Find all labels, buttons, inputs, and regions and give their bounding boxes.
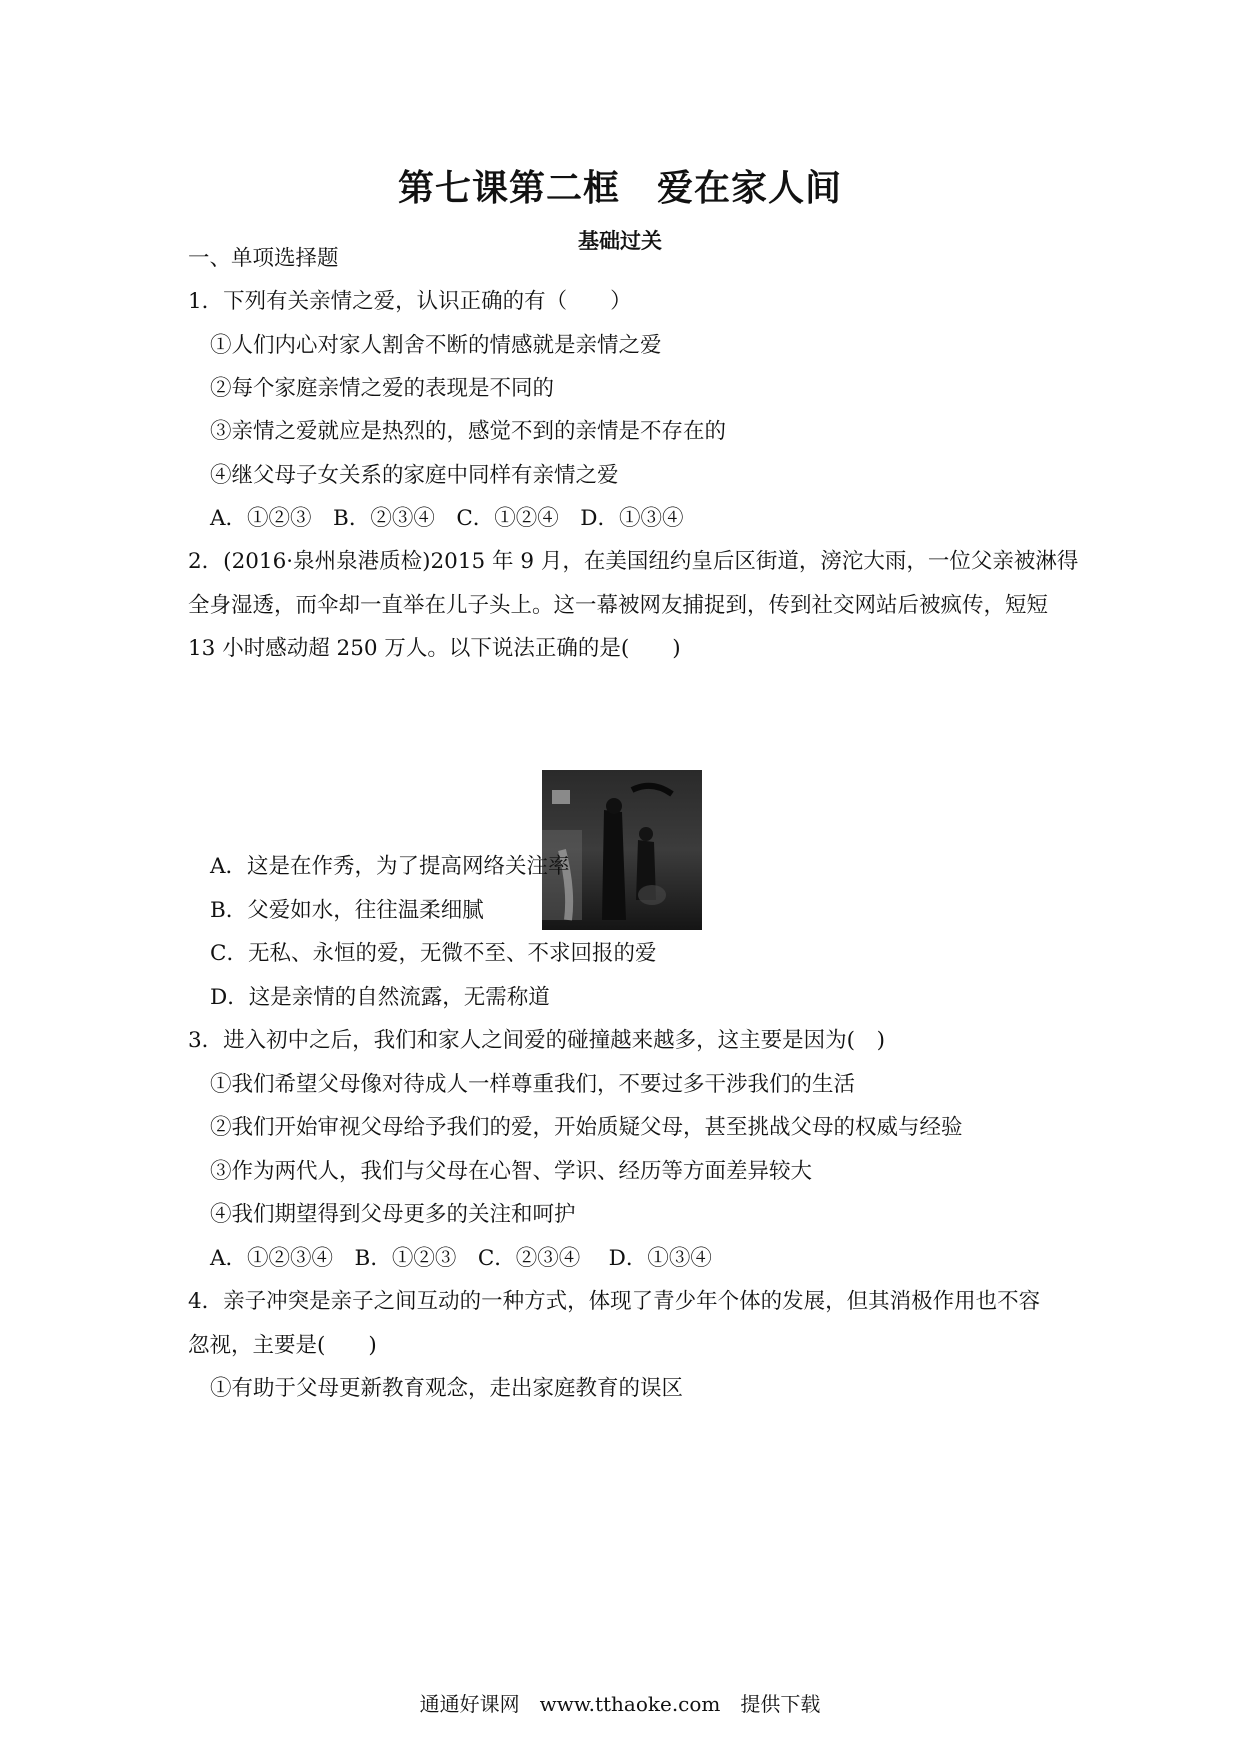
question-3-item-3: ③作为两代人，我们与父母在心智、学识、经历等方面差异较大	[210, 1159, 813, 1184]
question-2-stem-line-1: 2．(2016·泉州泉港质检)2015 年 9 月，在美国纽约皇后区街道，滂沱大雨，一位父亲被淋得	[188, 549, 1079, 574]
question-1-item-3: ③亲情之爱就应是热烈的，感觉不到的亲情是不存在的	[210, 419, 727, 444]
section-heading: 一、单项选择题	[188, 246, 339, 271]
question-2-photo	[542, 770, 702, 930]
question-3-item-2: ②我们开始审视父母给予我们的爱，开始质疑父母，甚至挑战父母的权威与经验	[210, 1115, 963, 1140]
question-1-options: A．①②③ B．②③④ C．①②④ D．①③④	[210, 506, 684, 531]
question-2-stem-line-2: 全身湿透，而伞却一直举在儿子头上。这一幕被网友捕捉到，传到社交网站后被疯传，短短	[188, 593, 1049, 618]
question-3-options: A．①②③④ B．①②③ C．②③④ D．①③④	[210, 1246, 712, 1271]
question-3-item-1: ①我们希望父母像对待成人一样尊重我们，不要过多干涉我们的生活	[210, 1072, 856, 1097]
question-1-stem: 1．下列有关亲情之爱，认识正确的有（ ）	[188, 289, 632, 314]
question-4-item-1: ①有助于父母更新教育观念，走出家庭教育的误区	[210, 1376, 684, 1401]
question-4-stem-line-1: 4．亲子冲突是亲子之间互动的一种方式，体现了青少年个体的发展，但其消极作用也不容	[188, 1289, 1041, 1314]
question-2-option-b: B．父爱如水，往往温柔细腻	[210, 898, 484, 923]
question-2-option-d: D．这是亲情的自然流露，无需称道	[210, 985, 550, 1010]
page-title: 第七课第二框 爱在家人间	[397, 167, 842, 209]
question-4-stem-line-2: 忽视，主要是( )	[188, 1333, 377, 1358]
page-footer: 通通好课网 www.tthaoke.com 提供下载	[419, 1692, 821, 1716]
question-2-stem-line-3: 13 小时感动超 250 万人。以下说法正确的是( )	[188, 636, 681, 661]
question-1-item-1: ①人们内心对家人割舍不断的情感就是亲情之爱	[210, 333, 662, 358]
question-2-option-a: A．这是在作秀，为了提高网络关注率	[210, 854, 570, 879]
question-3-stem: 3．进入初中之后，我们和家人之间爱的碰撞越来越多，这主要是因为( )	[188, 1028, 885, 1053]
section-subtitle: 基础过关	[578, 228, 662, 253]
question-1-item-2: ②每个家庭亲情之爱的表现是不同的	[210, 376, 555, 401]
question-2-option-c: C．无私、永恒的爱，无微不至、不求回报的爱	[210, 941, 657, 966]
rainy-street-photo-image	[542, 770, 702, 930]
question-3-item-4: ④我们期望得到父母更多的关注和呵护	[210, 1202, 576, 1227]
question-1-item-4: ④继父母子女关系的家庭中同样有亲情之爱	[210, 463, 619, 488]
